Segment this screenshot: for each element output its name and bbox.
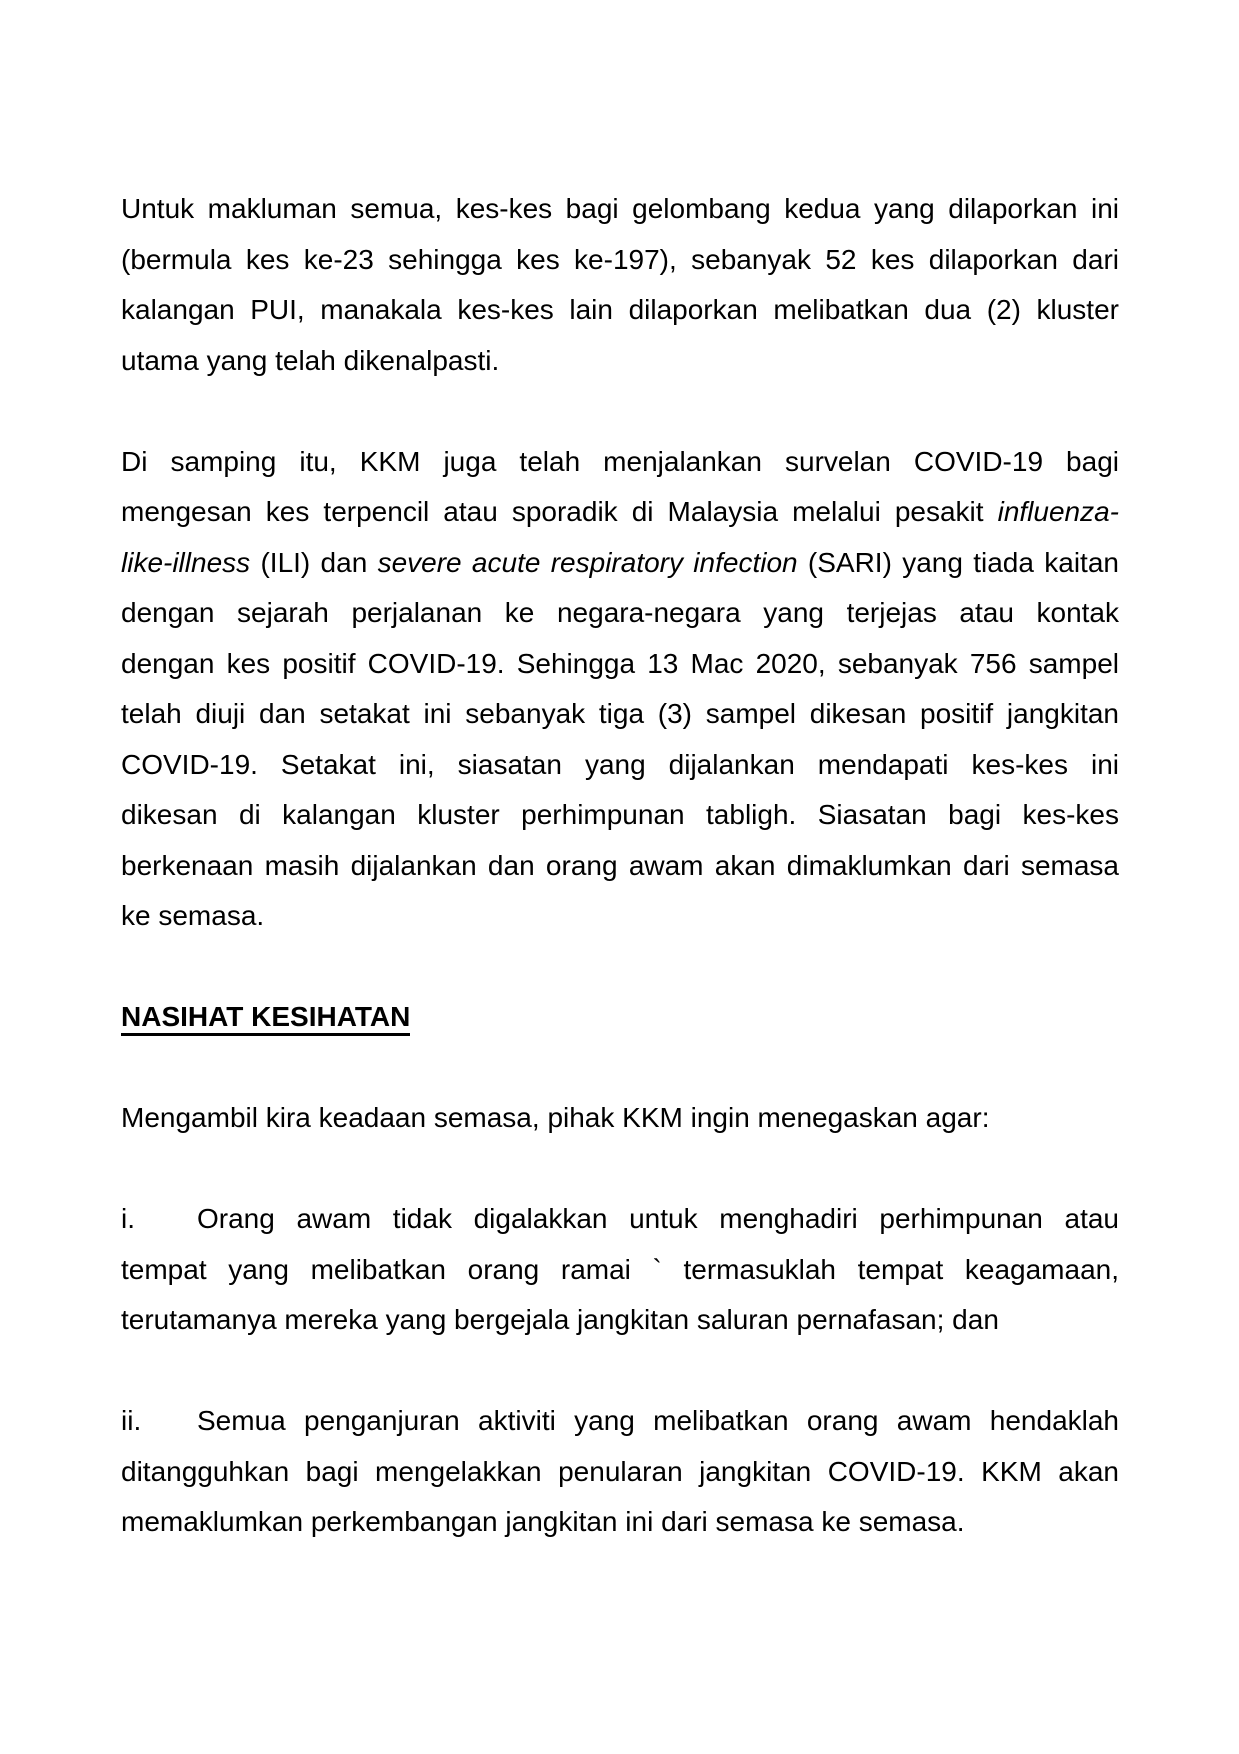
text-segment: dikesan di kalangan kluster perhimpunan tabligh. Siasatan bagi kes-kes bbox=[121, 799, 1119, 830]
text-line bbox=[121, 1295, 1119, 1346]
text-line bbox=[121, 891, 1119, 942]
text-line bbox=[121, 285, 1119, 336]
text-segment: ke semasa. bbox=[121, 900, 265, 931]
text-line bbox=[121, 992, 1119, 1043]
italic-text: like-illness bbox=[121, 546, 251, 578]
heading-nasihat-kesihatan bbox=[121, 992, 1119, 1043]
list-marker: ii. bbox=[121, 1405, 142, 1436]
italic-text: influenza- bbox=[997, 496, 1119, 527]
text-line bbox=[121, 184, 1119, 235]
text-line bbox=[121, 790, 1119, 841]
text-line bbox=[121, 487, 1119, 538]
text-line bbox=[121, 1093, 1119, 1144]
text-line bbox=[121, 1497, 1119, 1548]
text-segment: Semua penganjuran aktiviti yang melibatkan orang awam hendaklah bbox=[197, 1405, 1119, 1436]
text-line bbox=[121, 1396, 1119, 1447]
text-line bbox=[121, 1194, 1119, 1245]
text-segment: (bermula kes ke-23 sehingga kes ke-197), sebanyak 52 kes dilaporkan dari bbox=[121, 243, 1119, 275]
text-line bbox=[121, 1447, 1119, 1498]
text-line bbox=[121, 1245, 1119, 1296]
text-segment: Di samping itu, KKM juga telah menjalankan survelan COVID-19 bagi bbox=[121, 445, 1119, 477]
text-line bbox=[121, 639, 1119, 690]
para-surveillance bbox=[121, 437, 1119, 942]
text-segment: telah diuji dan setakat ini sebanyak tiga (3) sampel dikesan positif jangkitan bbox=[121, 698, 1119, 729]
text-line bbox=[121, 235, 1119, 286]
text-segment: tempat yang melibatkan orang ramai ` termasuklah tempat keagamaan, bbox=[121, 1253, 1119, 1285]
text-segment: dengan kes positif COVID-19. Sehingga 13 Mac 2020, sebanyak 756 sampel bbox=[121, 647, 1119, 679]
text-segment: berkenaan masih dijalankan dan orang awam akan dimaklumkan dari semasa bbox=[121, 849, 1119, 881]
text-line bbox=[121, 336, 1119, 387]
text-segment: terutamanya mereka yang bergejala jangkitan saluran pernafasan; dan bbox=[121, 1304, 999, 1335]
text-segment: mengesan kes terpencil atau sporadik di Malaysia melalui pesakit bbox=[121, 496, 998, 527]
list-marker: i. bbox=[121, 1203, 135, 1234]
text-segment: Mengambil kira keadaan semasa, pihak KKM ingin menegaskan agar: bbox=[121, 1102, 990, 1133]
text-segment: Orang awam tidak digalakkan untuk menghadiri perhimpunan atau bbox=[197, 1203, 1119, 1234]
text-segment: utama yang telah dikenalpasti. bbox=[121, 344, 500, 376]
text-line bbox=[121, 588, 1119, 639]
text-line bbox=[121, 841, 1119, 892]
text-line bbox=[121, 538, 1119, 589]
text-segment: Untuk makluman semua, kes-kes bagi gelombang kedua yang dilaporkan ini bbox=[121, 193, 1119, 224]
text-segment: memaklumkan perkembangan jangkitan ini dari semasa ke semasa. bbox=[121, 1506, 965, 1537]
text-segment: dengan sejarah perjalanan ke negara-negara yang terjejas atau kontak bbox=[121, 597, 1119, 628]
text-line bbox=[121, 740, 1119, 791]
text-segment: (ILI) dan bbox=[250, 546, 378, 578]
para-advice-intro bbox=[121, 1093, 1119, 1144]
text-segment: COVID-19. Setakat ini, siasatan yang dijalankan mendapati kes-kes ini bbox=[121, 748, 1119, 780]
list-item-ii bbox=[121, 1396, 1119, 1548]
text-line bbox=[121, 437, 1119, 488]
italic-text: severe acute respiratory infection bbox=[377, 546, 798, 578]
text-segment: kalangan PUI, manakala kes-kes lain dilaporkan melibatkan dua (2) kluster bbox=[121, 294, 1119, 325]
text-segment: NASIHAT KESIHATAN bbox=[121, 1001, 410, 1036]
text-segment: (SARI) yang tiada kaitan bbox=[797, 546, 1119, 578]
text-line bbox=[121, 689, 1119, 740]
text-segment: ditangguhkan bagi mengelakkan penularan jangkitan COVID-19. KKM akan bbox=[121, 1455, 1119, 1487]
document-content bbox=[121, 184, 1119, 1598]
para-second-wave bbox=[121, 184, 1119, 386]
list-item-i bbox=[121, 1194, 1119, 1346]
